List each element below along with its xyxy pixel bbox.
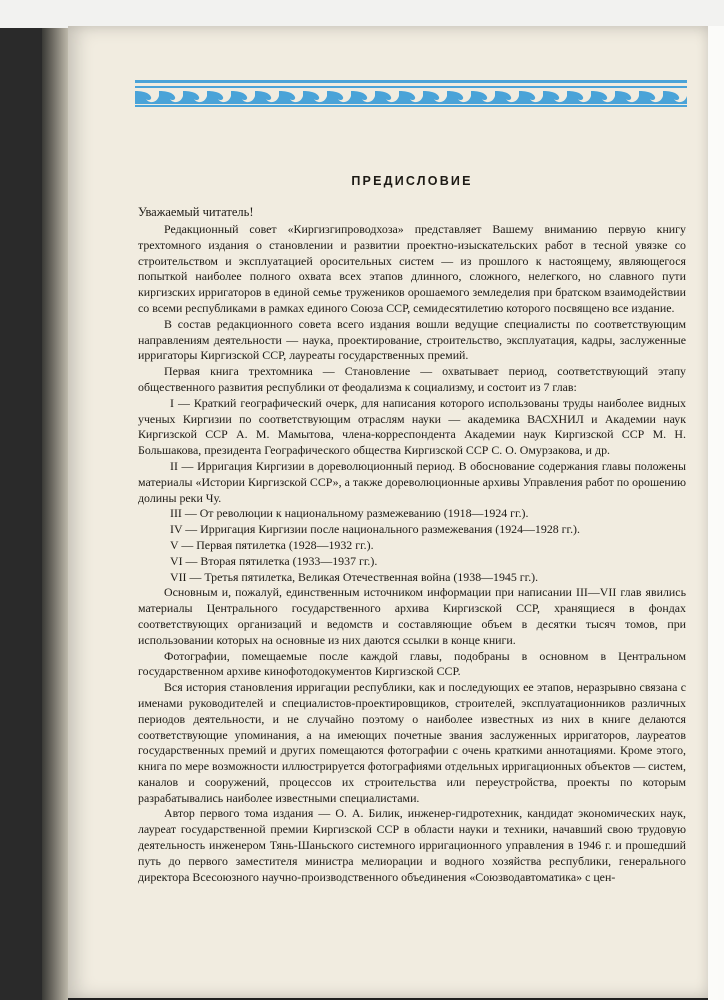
scanner-background-right [708,26,724,1000]
ornament-line-top [135,80,687,83]
chapter-list-item: VI — Вторая пятилетка (1933—1937 гг.). [170,553,378,568]
chapter-list-item: V — Первая пятилетка (1928—1932 гг.). [170,537,374,552]
paragraph: Вся история становления ирригации республики, как и последующих ее этапов, неразрывно связана с именами руководителей и специалистов-проектировщиков, строителей, эксплуатационников различных периодов деятельности, и не случайно поэтому о наиболее известных из них в книге делаются соответствующие упоминания, а на имеющих почетные звания заслуженных ирригаторов, лауреатов государственных премий и других помещаются фотографии с очень краткими аннотациями. Кроме этого, книга по мере возможности иллюстрируется фотографиями отдельных ирригационных объектов — систем, каналов и сооружений, процессов их строительства или переустройства, проекты по которым разрабатывались наиболее известными специалистами. [138,680,686,805]
book-spine-edge [42,28,68,1000]
paragraph: Фотографии, помещаемые после каждой главы, подобраны в основном в Центральном государственном архиве кинофотодокументов Киргизской ССР. [138,648,686,679]
chapter-list-item: II — Ирригация Киргизии в дореволюционный период. В обоснование содержания главы положены материалы «Истории Киргизской ССР», а также дореволюционные архивы Управления работ по орошению долины реки Чу. [138,458,686,505]
ornament-wave-band [135,91,687,104]
scanner-background-left [0,28,42,1000]
paragraph: Редакционный совет «Киргизгипроводхоза» представляет Вашему вниманию первую книгу трехтомного издания о становлении и развитии проектно-изыскательских работ в тесной увязке со строительством и эксплуатацией оросительных систем — из прошлого к настоящему, являющегося попыткой наиболее полного охвата всех этапов длинного, сложного, нелегкого, но славного пути киргизских ирригаторов в единой семье тружеников орошаемого земледелия при братском взаимодействии со всеми республиками в рамках единого Союза ССР, семидесятилетию которого посвящено все издание. [138,222,686,315]
paragraph: Первая книга трехтомника — Становление — охватывает период, соответствующий этапу общественного развития республики от феодализма к социализму, и состоит из 7 глав: [138,364,686,394]
paragraph: Автор первого тома издания — О. А. Билик, инженер-гидротехник, кандидат экономических наук, лауреат государственной премии Киргизской ССР в области науки и техники, начавший свою трудовую деятельность инженером Тянь-Шаньского системного ирригационного управления в 1946 г. и прошедший путь до первого заместителя министра мелиорации и водного хозяйства республики, генерального директора Всесоюзного научно-производственного объединения «Союзводавтоматика» с цен- [138,806,686,884]
chapter-list-item: I — Краткий географический очерк, для написания которого использованы труды наиболее видных ученых Киргизии по соответствующим отраслям науки — академика ВАСХНИЛ и Академии наук Киргизской ССР А. М. Мамытова, члена-корреспондента Академии наук Киргизской ССР М. Н. Большакова, президента Географического общества Киргизской ССР С. О. Омурзакова, и др. [138,395,686,458]
body-text [138,222,686,885]
ornament-line-bottom [135,105,687,107]
paragraph: В состав редакционного совета всего издания вошли ведущие специалисты по соответствующим направлениям деятельности — наука, проектирование, строительство, эксплуатация, кадры, заслуженные ирригаторы Киргизской ССР, лауреаты государственных премий. [138,316,686,363]
ornament-line-middle [135,86,687,88]
wave-ornament-header [135,78,687,108]
paragraph: Основным и, пожалуй, единственным источником информации при написании III—VII глав явились материалы Центрального государственного архива Киргизской ССР, хранящиеся в фондах соответствующих организаций и ведомств и составляющие объем в десятки тысяч томов, при использовании которых на основные из них даются ссылки в конце книги. [138,585,686,647]
chapter-list-item: VII — Третья пятилетка, Великая Отечественная война (1938—1945 гг.). [170,569,539,584]
page-title: ПРЕДИСЛОВИЕ [351,174,473,188]
scanner-background-top [0,0,724,28]
chapter-list-item: III — От революции к национальному размежеванию (1918—1924 гг.). [170,506,529,521]
chapter-list-item: IV — Ирригация Киргизии после национального размежевания (1924—1928 гг.). [170,522,580,537]
greeting-line: Уважаемый читатель! [138,205,254,219]
